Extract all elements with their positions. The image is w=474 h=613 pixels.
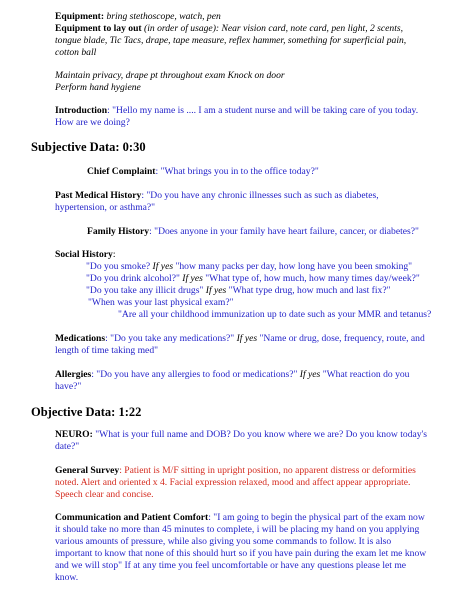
pmh-text: : "Do you have any chronic illnesses such as such as diabetes, [141,190,379,201]
communication-line3: various amounts of pressure, while also giving you some commands to follow. It is also [55,536,392,547]
physical-exam-line: "When was your last physical exam?" [88,297,234,308]
pmh-line2: hypertension, or asthma?" [55,202,156,213]
neuro-text: "What is your full name and DOB? Do you know where we are? Do you know today's [95,429,428,440]
general-survey-text: : Patient is M/F sitting in upright position, no apparent distress or deformities [119,465,416,476]
pmh-line [55,190,379,202]
allergies-label: Allergies [55,369,92,380]
privacy-line: Maintain privacy, drape pt throughout exam Knock on door [55,70,285,81]
allergies-line2: have?" [55,381,82,392]
alcohol-if-yes: If yes [182,273,203,284]
medications-question: : "Do you take any medications?" [105,333,235,344]
equipment-layout-text: (in order of usage): Near vision card, note card, pen light, 2 scents, [144,23,404,34]
introduction-line2: How are we doing? [55,117,130,128]
drugs-answer: "What type drug, how much and last fix?" [228,285,391,296]
introduction-text: : "Hello my name is .... I am a student nurse and will be taking care of you today. [107,105,419,116]
drugs-if-yes: If yes [205,285,227,296]
drugs-line [86,285,391,297]
general-survey-label: General Survey [55,465,120,476]
chief-complaint-label: Chief Complaint [87,166,156,177]
general-survey-line3: Speech clear and concise. [55,489,154,500]
medications-if-yes: If yes [236,333,258,344]
smoke-if-yes: If yes [152,261,174,272]
general-survey-line2: noted. Alert and oriented x 4. Facial expression relaxed, mood and affect appear appropriate. [55,477,411,488]
communication-line4: important to know that none of this should hurt so if you have pain during the exam let me know [55,548,427,559]
medications-answer: "Name or drug, dose, frequency, route, and [259,333,425,344]
equipment-line [55,11,221,23]
family-history-label: Family History [87,226,150,237]
drugs-question: "Do you take any illicit drugs" [86,285,204,296]
hand-hygiene-line: Perform hand hygiene [55,82,141,93]
alcohol-line [86,273,420,285]
family-history-text: : "Does anyone in your family have heart failure, cancer, or diabetes?" [149,226,419,237]
equipment-label: Equipment: [55,11,105,22]
general-survey-line [55,465,416,477]
social-history-label: Social History [55,249,113,260]
smoke-question: "Do you smoke? [86,261,151,272]
medications-label: Medications [55,333,106,344]
smoke-answer: "how many packs per day, how long have you been smoking" [175,261,413,272]
neuro-label: NEURO: [55,429,93,440]
communication-line [55,512,425,524]
equipment-layout-line3: cotton ball [55,47,97,58]
chief-complaint-line [87,166,319,178]
medications-line [55,333,425,345]
chief-complaint-text: : "What brings you in to the office today?" [155,166,319,177]
subjective-heading: Subjective Data: 0:30 [31,140,146,154]
introduction-label: Introduction [55,105,108,116]
alcohol-answer: "What type of, how much, how many times day/week?" [205,273,420,284]
allergies-answer: "What reaction do you [322,369,410,380]
immunization-line: "Are all your childhood immunization up to date such as your MMR and tetanus? [118,309,432,320]
family-history-line [87,226,419,238]
equipment-layout-label: Equipment to lay out [55,23,142,34]
smoke-line [86,261,412,273]
introduction-line [55,105,418,117]
social-history-line [55,249,116,261]
pmh-label: Past Medical History [55,190,142,201]
social-history-colon: : [112,249,116,260]
equipment-layout-line2: tongue blade, Tic Tacs, drape, tape measure, reflex hammer, something for superficial pain, [55,35,407,46]
equipment-layout-line [55,23,403,35]
communication-label: Communication and Patient Comfort [55,512,209,523]
communication-text: : "I am going to begin the physical part of the exam now [208,512,425,523]
communication-line2: it should take no more than 45 minutes to complete, i will be placing my hand on you applying [55,524,420,535]
allergies-line [55,369,409,381]
neuro-line [55,429,427,441]
communication-line6: know. [55,572,79,583]
medications-line2: length of time taking med" [55,345,159,356]
alcohol-question: "Do you drink alcohol?" [86,273,180,284]
allergies-if-yes: If yes [299,369,321,380]
objective-heading: Objective Data: 1:22 [31,405,142,419]
equipment-text: bring stethoscope, watch, pen [106,11,221,22]
allergies-question: : "Do you have any allergies to food or medications?" [91,369,298,380]
neuro-line2: date?" [55,441,80,452]
communication-line5: and we will stop" If at any time you feel uncomfortable or have any questions please let me [55,560,407,571]
